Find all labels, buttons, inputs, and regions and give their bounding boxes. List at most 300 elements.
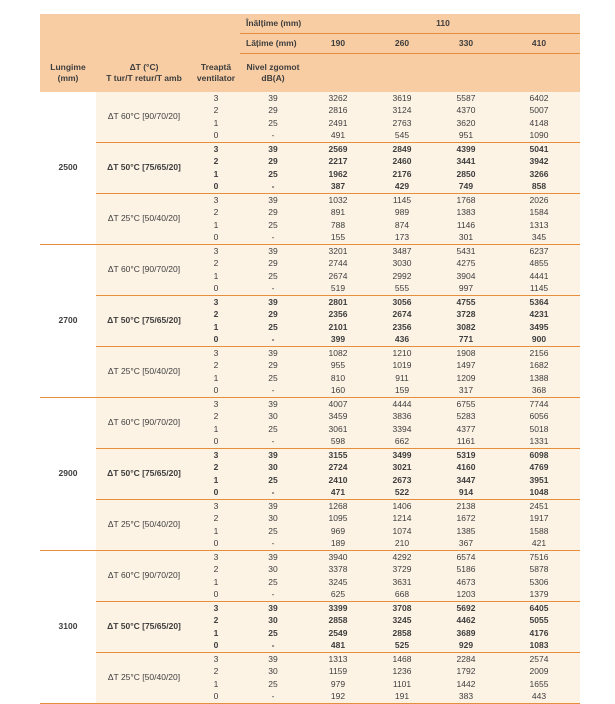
fan-step-cell: 3	[192, 601, 240, 614]
heat-output-cell: 525	[370, 639, 434, 652]
heat-output-cell: 662	[370, 435, 434, 448]
noise-level-cell: -	[240, 588, 306, 601]
heat-output-cell: 6402	[498, 92, 580, 105]
heat-output-cell: 1101	[370, 678, 434, 691]
heat-output-cell: 5878	[498, 563, 580, 576]
heat-output-cell: 5007	[498, 104, 580, 117]
heat-output-cell: 4755	[434, 295, 498, 308]
noise-level-cell: 39	[240, 92, 306, 105]
heat-output-cell: 5692	[434, 601, 498, 614]
noise-level-cell: 25	[240, 678, 306, 691]
height-value: 110	[306, 14, 580, 34]
length-cell: 2500	[40, 92, 96, 245]
noise-level-cell: -	[240, 435, 306, 448]
heat-output-cell: 471	[306, 486, 370, 499]
noise-level-cell: 29	[240, 308, 306, 321]
table-row	[40, 601, 580, 614]
fan-step-cell: 3	[192, 346, 240, 359]
heat-output-cell: 1209	[434, 372, 498, 385]
heat-output-cell: 2356	[370, 321, 434, 334]
heat-output-cell: 160	[306, 384, 370, 397]
heat-output-cell: 4769	[498, 461, 580, 474]
heat-output-cell: 997	[434, 282, 498, 295]
noise-level-cell: -	[240, 639, 306, 652]
heat-output-cell: 2491	[306, 117, 370, 130]
heat-output-cell: 5186	[434, 563, 498, 576]
heat-output-cell: 2026	[498, 193, 580, 206]
heat-output-cell: 900	[498, 333, 580, 346]
heat-output-cell: 555	[370, 282, 434, 295]
noise-level-cell: 29	[240, 359, 306, 372]
header-spacer	[40, 34, 240, 54]
noise-level-cell: 29	[240, 155, 306, 168]
fan-step-cell: 3	[192, 142, 240, 155]
table-header	[40, 14, 580, 92]
fan-step-cell: 0	[192, 333, 240, 346]
fan-step-cell: 2	[192, 206, 240, 219]
heat-output-cell: 5587	[434, 92, 498, 105]
noise-level-cell: 30	[240, 614, 306, 627]
fan-step-cell: 1	[192, 117, 240, 130]
heat-output-cell: 1019	[370, 359, 434, 372]
heat-output-cell: 3940	[306, 550, 370, 563]
delta-t-label-cell: ΔT 50°C [75/65/20]	[96, 448, 192, 499]
fan-step-cell: 3	[192, 499, 240, 512]
heat-output-cell: 4275	[434, 257, 498, 270]
fan-step-cell: 3	[192, 652, 240, 665]
heat-output-cell: 2574	[498, 652, 580, 665]
heat-output-cell: 1203	[434, 588, 498, 601]
heat-output-cell: 191	[370, 690, 434, 703]
delta-t-label-cell: ΔT 60°C [90/70/20]	[96, 92, 192, 143]
heat-output-cell: 3447	[434, 474, 498, 487]
heat-output-cell: 5364	[498, 295, 580, 308]
heat-output-cell: 436	[370, 333, 434, 346]
heat-output-cell: 6237	[498, 244, 580, 257]
heat-output-cell: 1331	[498, 435, 580, 448]
heat-output-cell: 2849	[370, 142, 434, 155]
heat-output-cell: 3942	[498, 155, 580, 168]
heat-output-cell: 6098	[498, 448, 580, 461]
heat-output-cell: 4673	[434, 576, 498, 589]
fan-step-cell: 0	[192, 588, 240, 601]
heat-output-cell: 367	[434, 537, 498, 550]
heat-output-cell: 3201	[306, 244, 370, 257]
fan-step-cell: 1	[192, 678, 240, 691]
delta-t-label-cell: ΔT 60°C [90/70/20]	[96, 397, 192, 448]
heat-output-cell: 625	[306, 588, 370, 601]
heat-output-cell: 443	[498, 690, 580, 703]
noise-level-cell: 30	[240, 512, 306, 525]
table-row	[40, 142, 580, 155]
noise-level-cell: -	[240, 537, 306, 550]
noise-level-cell: 39	[240, 448, 306, 461]
heat-output-cell: 2992	[370, 270, 434, 283]
heat-output-cell: 1442	[434, 678, 498, 691]
heat-output-cell: 1095	[306, 512, 370, 525]
delta-t-label-cell: ΔT 25°C [50/40/20]	[96, 193, 192, 244]
noise-level-cell: 39	[240, 193, 306, 206]
table-row	[40, 448, 580, 461]
heat-output-cell: 6574	[434, 550, 498, 563]
heat-output-cell: 7744	[498, 397, 580, 410]
heat-output-cell: 481	[306, 639, 370, 652]
heat-output-cell: 1908	[434, 346, 498, 359]
noise-level-cell: 39	[240, 346, 306, 359]
delta-t-label-cell: ΔT 60°C [90/70/20]	[96, 550, 192, 601]
length-column-header: Lungime (mm)	[40, 54, 96, 92]
fan-step-cell: 3	[192, 448, 240, 461]
heat-output-cell: 1074	[370, 525, 434, 538]
heat-output-cell: 1236	[370, 665, 434, 678]
table-row	[40, 244, 580, 257]
noise-level-cell: 25	[240, 270, 306, 283]
heat-output-cell: 1917	[498, 512, 580, 525]
heat-output-cell: 2460	[370, 155, 434, 168]
fan-step-cell: 0	[192, 129, 240, 142]
heat-output-cell: 4231	[498, 308, 580, 321]
noise-level-cell: -	[240, 282, 306, 295]
heat-output-cell: 301	[434, 231, 498, 244]
heat-output-cell: 1083	[498, 639, 580, 652]
heat-output-cell: 4176	[498, 627, 580, 640]
heat-output-cell: 1048	[498, 486, 580, 499]
table-row	[40, 295, 580, 308]
heat-output-cell: 3904	[434, 270, 498, 283]
noise-level-cell: 25	[240, 576, 306, 589]
fan-step-cell: 1	[192, 474, 240, 487]
noise-level-cell: 39	[240, 499, 306, 512]
noise-level-cell: -	[240, 384, 306, 397]
fan-step-cell: 0	[192, 639, 240, 652]
fan-step-cell: 2	[192, 104, 240, 117]
spec-table-body	[40, 92, 580, 704]
heat-output-cell: 858	[498, 180, 580, 193]
width-col-190: 190	[306, 34, 370, 54]
length-cell: 2900	[40, 397, 96, 550]
noise-level-cell: 25	[240, 117, 306, 130]
delta-t-label-cell: ΔT 25°C [50/40/20]	[96, 346, 192, 397]
heat-output-cell: 1145	[498, 282, 580, 295]
heat-output-cell: 2156	[498, 346, 580, 359]
heat-output-cell: 1082	[306, 346, 370, 359]
heat-output-cell: 1497	[434, 359, 498, 372]
table-row	[40, 499, 580, 512]
heat-output-cell: 2674	[370, 308, 434, 321]
fan-step-cell: 3	[192, 397, 240, 410]
heat-output-cell: 159	[370, 384, 434, 397]
heat-output-cell: 3030	[370, 257, 434, 270]
heat-output-cell: 3728	[434, 308, 498, 321]
heat-output-cell: 5306	[498, 576, 580, 589]
fan-step-cell: 1	[192, 270, 240, 283]
delta-t-label-cell: ΔT 25°C [50/40/20]	[96, 499, 192, 550]
noise-level-cell: 25	[240, 423, 306, 436]
noise-level-cell: 39	[240, 244, 306, 257]
header-spacer	[306, 54, 580, 92]
noise-level-cell: 39	[240, 652, 306, 665]
heat-output-cell: 2673	[370, 474, 434, 487]
heat-output-cell: 951	[434, 129, 498, 142]
heat-output-cell: 3245	[370, 614, 434, 627]
fan-step-cell: 1	[192, 219, 240, 232]
noise-level-cell: -	[240, 231, 306, 244]
spec-table-container	[40, 14, 580, 704]
heat-output-cell: 2744	[306, 257, 370, 270]
noise-level-cell: -	[240, 129, 306, 142]
fan-step-cell: 2	[192, 614, 240, 627]
heat-output-cell: 2101	[306, 321, 370, 334]
heat-output-cell: 3061	[306, 423, 370, 436]
heat-output-cell: 2569	[306, 142, 370, 155]
heat-output-cell: 3631	[370, 576, 434, 589]
heat-output-cell: 1792	[434, 665, 498, 678]
fan-step-cell: 1	[192, 423, 240, 436]
heat-output-cell: 1214	[370, 512, 434, 525]
table-row	[40, 397, 580, 410]
fan-step-cell: 1	[192, 372, 240, 385]
heat-output-cell: 3056	[370, 295, 434, 308]
fan-step-cell: 2	[192, 308, 240, 321]
noise-level-cell: 25	[240, 168, 306, 181]
fan-step-cell: 2	[192, 563, 240, 576]
heat-output-cell: 3729	[370, 563, 434, 576]
table-row	[40, 652, 580, 665]
heat-output-cell: 5319	[434, 448, 498, 461]
heat-output-cell: 3620	[434, 117, 498, 130]
heat-output-cell: 1406	[370, 499, 434, 512]
heat-output-cell: 3245	[306, 576, 370, 589]
heat-output-cell: 1032	[306, 193, 370, 206]
heat-output-cell: 2674	[306, 270, 370, 283]
heat-output-cell: 173	[370, 231, 434, 244]
heat-output-cell: 1768	[434, 193, 498, 206]
noise-level-cell: 25	[240, 627, 306, 640]
heat-output-cell: 2549	[306, 627, 370, 640]
heat-output-cell: 4399	[434, 142, 498, 155]
heat-output-cell: 3378	[306, 563, 370, 576]
heat-output-cell: 1682	[498, 359, 580, 372]
spec-table	[40, 14, 580, 704]
heat-output-cell: 3262	[306, 92, 370, 105]
heat-output-cell: 969	[306, 525, 370, 538]
heat-output-cell: 155	[306, 231, 370, 244]
heat-output-cell: 421	[498, 537, 580, 550]
fan-step-cell: 0	[192, 180, 240, 193]
delta-t-label-cell: ΔT 50°C [75/65/20]	[96, 142, 192, 193]
heat-output-cell: 810	[306, 372, 370, 385]
heat-output-cell: 1090	[498, 129, 580, 142]
heat-output-cell: 2858	[370, 627, 434, 640]
heat-output-cell: 4855	[498, 257, 580, 270]
noise-level-cell: 39	[240, 397, 306, 410]
heat-output-cell: 668	[370, 588, 434, 601]
fan-step-cell: 3	[192, 295, 240, 308]
fan-step-cell: 3	[192, 244, 240, 257]
fan-step-cell: 0	[192, 282, 240, 295]
heat-output-cell: 3836	[370, 410, 434, 423]
heat-output-cell: 4148	[498, 117, 580, 130]
heat-output-cell: 1672	[434, 512, 498, 525]
heat-output-cell: 5055	[498, 614, 580, 627]
heat-output-cell: 4441	[498, 270, 580, 283]
header-spacer	[40, 14, 240, 34]
heat-output-cell: 2176	[370, 168, 434, 181]
heat-output-cell: 1468	[370, 652, 434, 665]
heat-output-cell: 979	[306, 678, 370, 691]
heat-output-cell: 429	[370, 180, 434, 193]
heat-output-cell: 3155	[306, 448, 370, 461]
noise-level-cell: -	[240, 486, 306, 499]
heat-output-cell: 3951	[498, 474, 580, 487]
heat-output-cell: 1145	[370, 193, 434, 206]
heat-output-cell: 189	[306, 537, 370, 550]
fan-step-cell: 1	[192, 321, 240, 334]
fan-step-cell: 2	[192, 410, 240, 423]
heat-output-cell: 2816	[306, 104, 370, 117]
heat-output-cell: 3441	[434, 155, 498, 168]
heat-output-cell: 4007	[306, 397, 370, 410]
width-col-410: 410	[498, 34, 580, 54]
heat-output-cell: 788	[306, 219, 370, 232]
fan-step-column-header: Treaptă ventilator	[192, 54, 240, 92]
heat-output-cell: 1655	[498, 678, 580, 691]
heat-output-cell: 3487	[370, 244, 434, 257]
heat-output-cell: 749	[434, 180, 498, 193]
noise-level-cell: -	[240, 333, 306, 346]
heat-output-cell: 3499	[370, 448, 434, 461]
fan-step-cell: 0	[192, 435, 240, 448]
heat-output-cell: 4370	[434, 104, 498, 117]
heat-output-cell: 3021	[370, 461, 434, 474]
fan-step-cell: 0	[192, 537, 240, 550]
delta-t-label-cell: ΔT 50°C [75/65/20]	[96, 295, 192, 346]
length-cell: 3100	[40, 550, 96, 703]
heat-output-cell: 1962	[306, 168, 370, 181]
heat-output-cell: 3266	[498, 168, 580, 181]
width-col-330: 330	[434, 34, 498, 54]
heat-output-cell: 1146	[434, 219, 498, 232]
delta-t-label-cell: ΔT 25°C [50/40/20]	[96, 652, 192, 703]
heat-output-cell: 1159	[306, 665, 370, 678]
heat-output-cell: 5018	[498, 423, 580, 436]
heat-output-cell: 2009	[498, 665, 580, 678]
heat-output-cell: 1313	[498, 219, 580, 232]
fan-step-cell: 2	[192, 512, 240, 525]
heat-output-cell: 2801	[306, 295, 370, 308]
heat-output-cell: 345	[498, 231, 580, 244]
fan-step-cell: 0	[192, 231, 240, 244]
heat-output-cell: 6405	[498, 601, 580, 614]
heat-output-cell: 874	[370, 219, 434, 232]
width-label: Lățime (mm)	[240, 34, 306, 54]
heat-output-cell: 1379	[498, 588, 580, 601]
heat-output-cell: 2217	[306, 155, 370, 168]
heat-output-cell: 192	[306, 690, 370, 703]
heat-output-cell: 210	[370, 537, 434, 550]
heat-output-cell: 598	[306, 435, 370, 448]
heat-output-cell: 1584	[498, 206, 580, 219]
heat-output-cell: 7516	[498, 550, 580, 563]
fan-step-cell: 1	[192, 627, 240, 640]
delta-t-label-cell: ΔT 50°C [75/65/20]	[96, 601, 192, 652]
table-row	[40, 193, 580, 206]
noise-level-cell: 39	[240, 601, 306, 614]
heat-output-cell: 1210	[370, 346, 434, 359]
noise-level-cell: 39	[240, 295, 306, 308]
table-row	[40, 346, 580, 359]
noise-level-cell: 30	[240, 665, 306, 678]
heat-output-cell: 4160	[434, 461, 498, 474]
noise-level-cell: 30	[240, 563, 306, 576]
noise-level-cell: 29	[240, 206, 306, 219]
heat-output-cell: 4444	[370, 397, 434, 410]
fan-step-cell: 3	[192, 193, 240, 206]
heat-output-cell: 1268	[306, 499, 370, 512]
heat-output-cell: 3459	[306, 410, 370, 423]
noise-level-cell: -	[240, 690, 306, 703]
heat-output-cell: 317	[434, 384, 498, 397]
length-cell: 2700	[40, 244, 96, 397]
heat-output-cell: 1313	[306, 652, 370, 665]
table-row	[40, 92, 580, 105]
fan-step-cell: 0	[192, 486, 240, 499]
heat-output-cell: 891	[306, 206, 370, 219]
heat-output-cell: 771	[434, 333, 498, 346]
heat-output-cell: 491	[306, 129, 370, 142]
heat-output-cell: 5283	[434, 410, 498, 423]
noise-level-cell: 29	[240, 257, 306, 270]
heat-output-cell: 522	[370, 486, 434, 499]
heat-output-cell: 2410	[306, 474, 370, 487]
noise-level-cell: 39	[240, 550, 306, 563]
heat-output-cell: 3619	[370, 92, 434, 105]
heat-output-cell: 2284	[434, 652, 498, 665]
noise-level-cell: 25	[240, 321, 306, 334]
heat-output-cell: 4462	[434, 614, 498, 627]
noise-level-cell: 25	[240, 525, 306, 538]
heat-output-cell: 4377	[434, 423, 498, 436]
heat-output-cell: 3495	[498, 321, 580, 334]
noise-level-cell: 25	[240, 372, 306, 385]
fan-step-cell: 3	[192, 550, 240, 563]
heat-output-cell: 3399	[306, 601, 370, 614]
heat-output-cell: 387	[306, 180, 370, 193]
heat-output-cell: 2356	[306, 308, 370, 321]
noise-level-cell: -	[240, 180, 306, 193]
heat-output-cell: 2850	[434, 168, 498, 181]
fan-step-cell: 1	[192, 525, 240, 538]
heat-output-cell: 1388	[498, 372, 580, 385]
fan-step-cell: 0	[192, 384, 240, 397]
heat-output-cell: 2724	[306, 461, 370, 474]
heat-output-cell: 3708	[370, 601, 434, 614]
noise-column-header: Nivel zgomot dB(A)	[240, 54, 306, 92]
heat-output-cell: 545	[370, 129, 434, 142]
height-label: Înălțime (mm)	[240, 14, 306, 34]
heat-output-cell: 914	[434, 486, 498, 499]
heat-output-cell: 3689	[434, 627, 498, 640]
heat-output-cell: 1385	[434, 525, 498, 538]
heat-output-cell: 3082	[434, 321, 498, 334]
heat-output-cell: 4292	[370, 550, 434, 563]
heat-output-cell: 2858	[306, 614, 370, 627]
heat-output-cell: 3124	[370, 104, 434, 117]
heat-output-cell: 2138	[434, 499, 498, 512]
fan-step-cell: 2	[192, 257, 240, 270]
heat-output-cell: 368	[498, 384, 580, 397]
fan-step-cell: 2	[192, 359, 240, 372]
